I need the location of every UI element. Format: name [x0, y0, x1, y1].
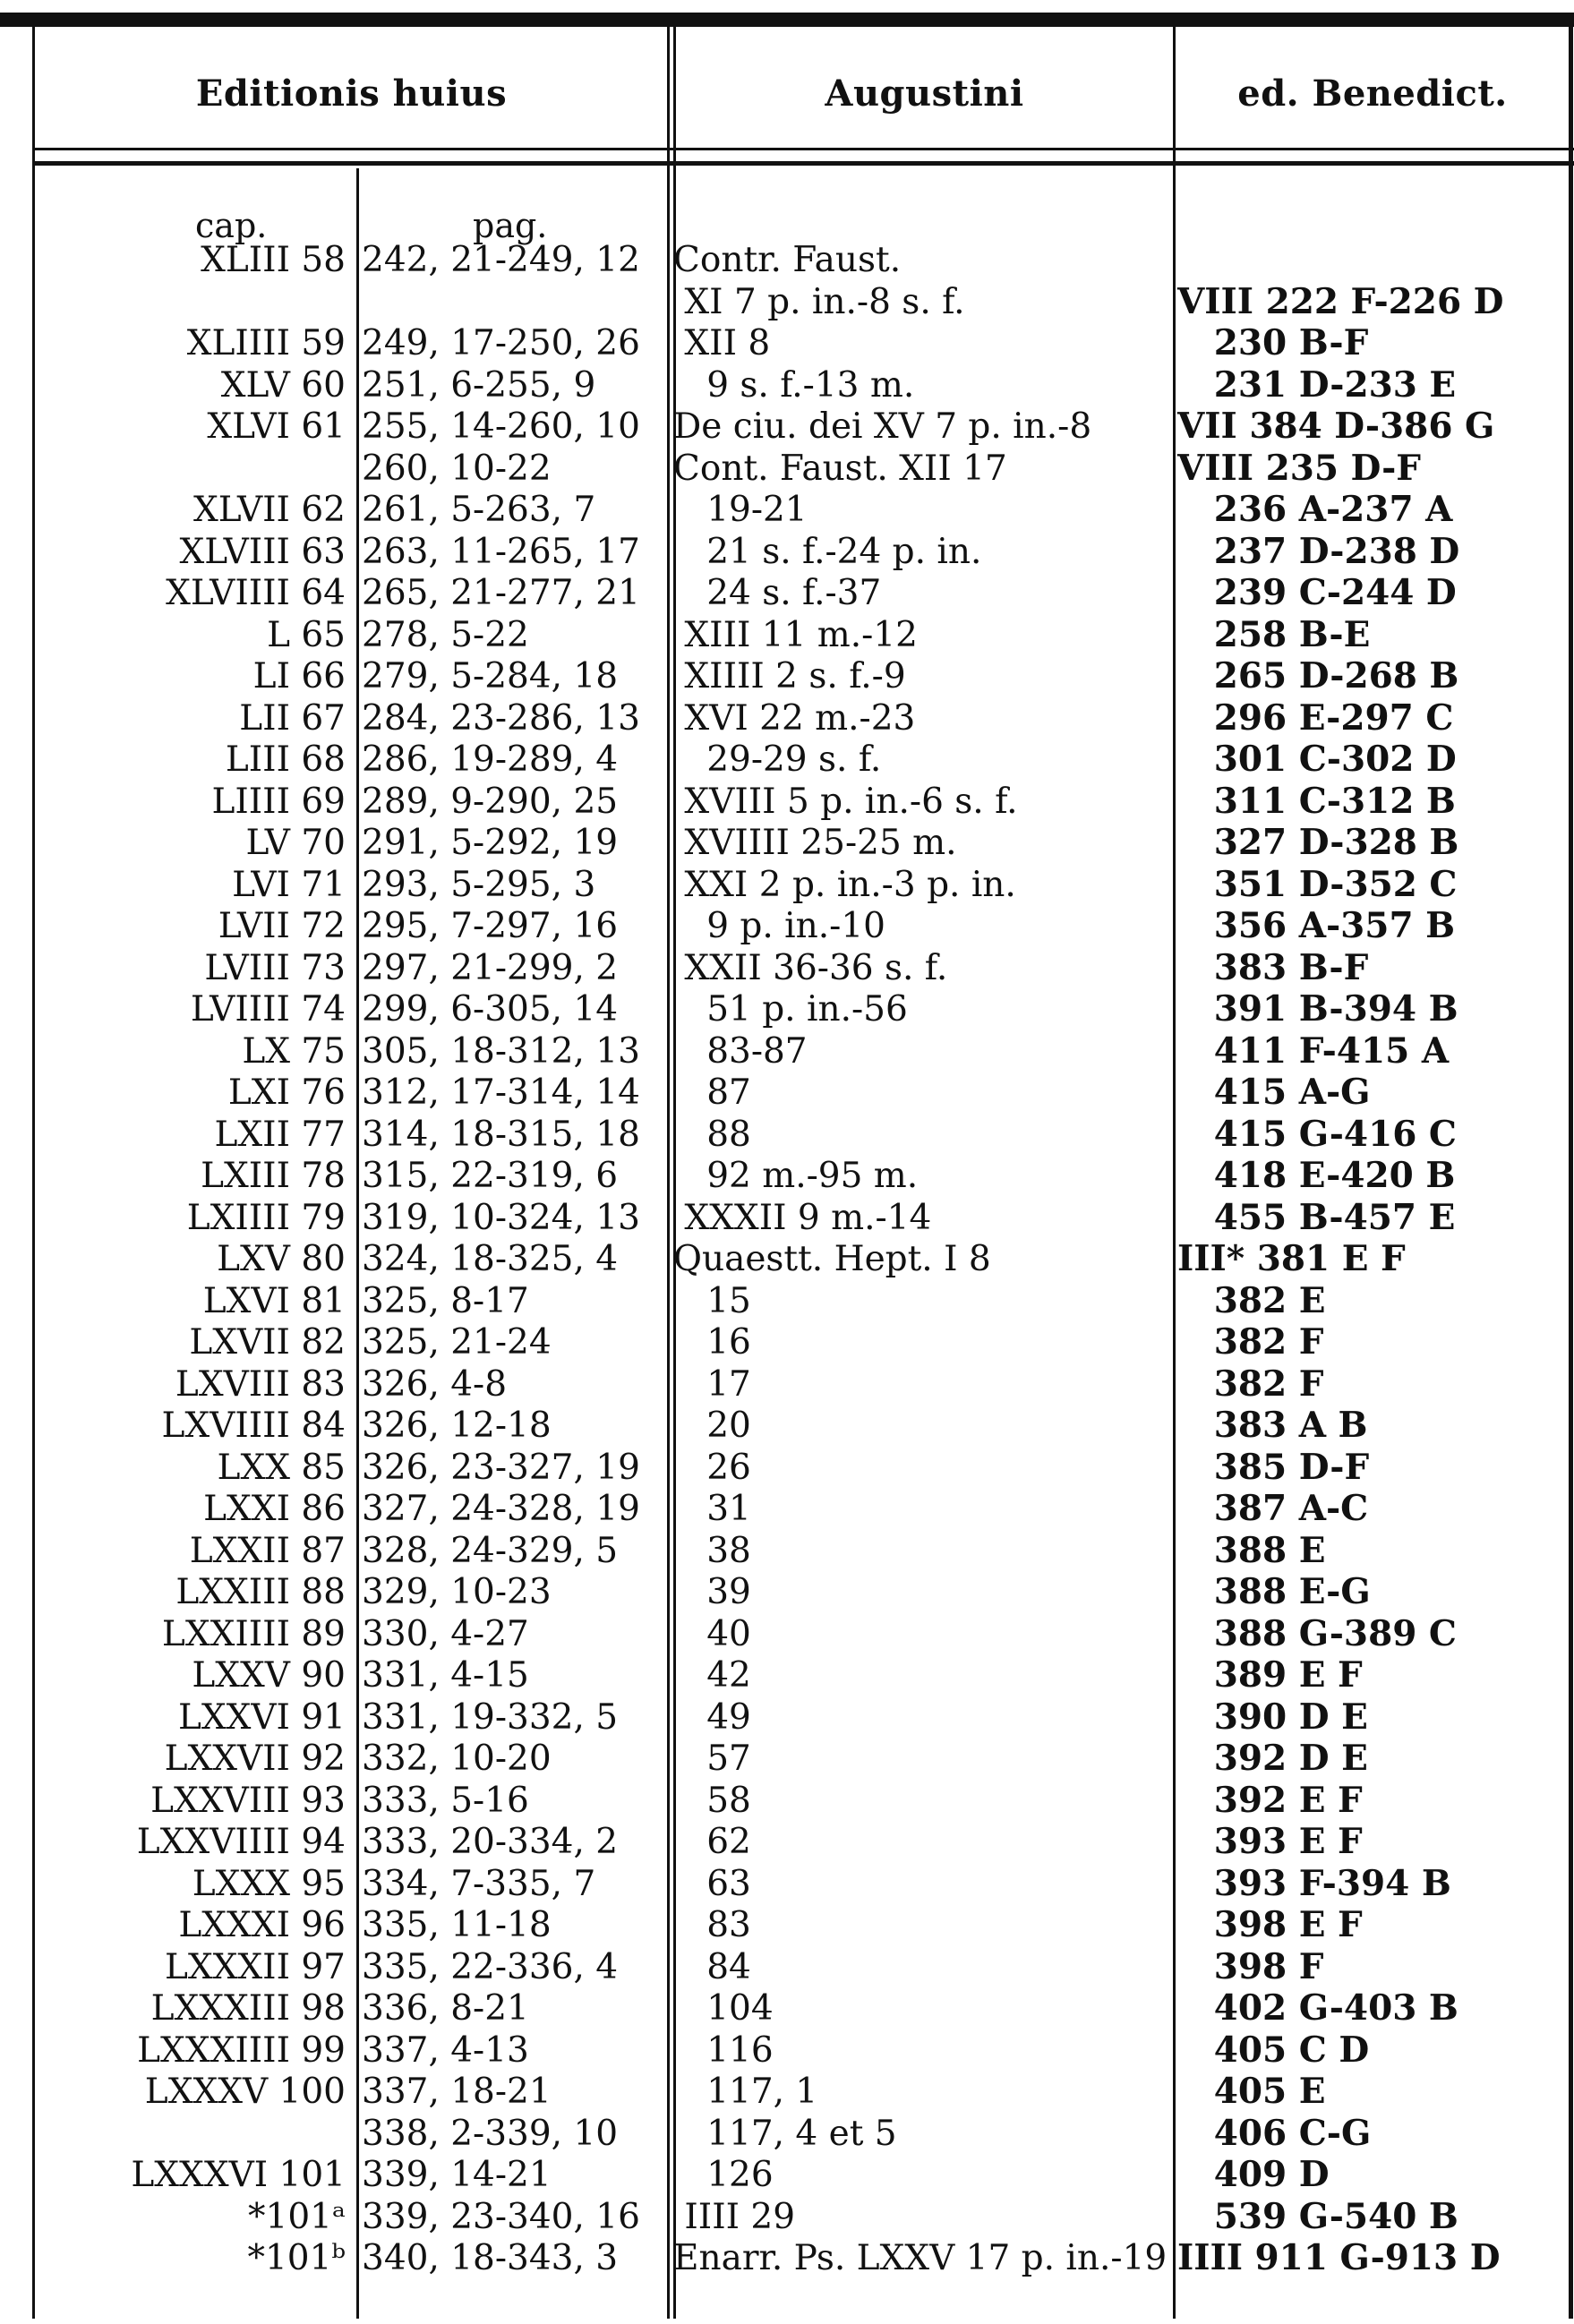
- row-pag: 325, 21-24: [362, 1322, 552, 1363]
- row-cap: LXXII 87: [189, 1530, 346, 1571]
- row-cap: XLVIII 63: [179, 531, 346, 572]
- row-pag: 337, 4-13: [362, 2029, 529, 2071]
- row-augustini: 62: [673, 1822, 751, 1862]
- row-pag: 289, 9-290, 25: [362, 781, 619, 822]
- row-pag: 278, 5-22: [362, 614, 529, 655]
- row-benedict: 258 B-E: [1177, 613, 1371, 655]
- row-pag: 293, 5-295, 3: [362, 864, 596, 905]
- row-pag: 279, 5-284, 18: [362, 656, 619, 696]
- row-cap: LXXVI 91: [177, 1696, 346, 1738]
- row-pag: 284, 23-286, 13: [362, 697, 640, 739]
- row-benedict: 327 D-328 B: [1177, 822, 1459, 863]
- header-rule-bottom: [32, 161, 1574, 166]
- row-pag: 326, 12-18: [362, 1406, 552, 1446]
- row-pag: 328, 24-329, 5: [362, 1530, 619, 1571]
- row-augustini: 21 s. f.-24 p. in.: [673, 531, 982, 572]
- row-benedict: 392 E F: [1177, 1779, 1363, 1821]
- row-cap: LVII 72: [218, 906, 346, 946]
- row-benedict: 385 D-F: [1177, 1446, 1370, 1488]
- row-benedict: 388 E-G: [1177, 1571, 1371, 1612]
- row-augustini: 26: [673, 1447, 751, 1488]
- row-augustini: Enarr. Ps. LXXV 17 p. in.-19: [673, 2238, 1168, 2278]
- row-benedict: 402 G-403 B: [1177, 1987, 1459, 2029]
- row-cap: LXVIII 83: [175, 1363, 346, 1405]
- row-pag: 339, 14-21: [362, 2155, 552, 2195]
- row-benedict: 418 E-420 B: [1177, 1155, 1456, 1196]
- row-pag: 335, 11-18: [362, 1905, 552, 1945]
- row-augustini: XII 8: [673, 323, 771, 363]
- row-augustini: 29-29 s. f.: [673, 739, 882, 780]
- row-pag: 249, 17-250, 26: [362, 323, 640, 363]
- row-augustini: 31: [673, 1489, 751, 1529]
- row-benedict: 296 E-297 C: [1177, 696, 1454, 739]
- row-cap: LXXXVI 101: [131, 2155, 346, 2195]
- row-cap: LIIII 69: [211, 781, 346, 822]
- row-benedict: 455 B-457 E: [1177, 1196, 1456, 1238]
- row-pag: 263, 11-265, 17: [362, 531, 640, 572]
- divider-aug-ben: [1173, 27, 1176, 2319]
- row-benedict: 390 D E: [1177, 1696, 1368, 1738]
- row-cap: XLVI 61: [207, 406, 346, 447]
- row-augustini: 38: [673, 1530, 751, 1571]
- row-augustini: Quaestt. Hept. I 8: [673, 1239, 991, 1279]
- row-augustini: XVIII 5 p. in.-6 s. f.: [673, 781, 1018, 822]
- row-pag: 297, 21-299, 2: [362, 947, 619, 988]
- row-cap: LXXXIII 98: [150, 1988, 346, 2029]
- row-benedict: 388 G-389 C: [1177, 1612, 1457, 1654]
- row-cap: LXXV 90: [192, 1655, 346, 1696]
- row-benedict: 383 A B: [1177, 1405, 1368, 1446]
- row-augustini: XVIIII 25-25 m.: [673, 823, 957, 863]
- row-pag: 327, 24-328, 19: [362, 1489, 640, 1529]
- row-augustini: IIII 29: [673, 2196, 796, 2237]
- row-augustini: XIII 11 m.-12: [673, 614, 918, 655]
- row-pag: 333, 5-16: [362, 1780, 529, 1821]
- row-pag: 291, 5-292, 19: [362, 823, 619, 863]
- row-pag: 315, 22-319, 6: [362, 1156, 619, 1196]
- row-pag: 330, 4-27: [362, 1613, 529, 1654]
- row-pag: 339, 23-340, 16: [362, 2196, 640, 2237]
- row-benedict: 405 C D: [1177, 2029, 1370, 2071]
- row-cap: LXXIII 88: [175, 1572, 346, 1612]
- row-cap: LX 75: [242, 1030, 346, 1072]
- row-augustini: 117, 1: [673, 2072, 818, 2112]
- row-augustini: 42: [673, 1655, 751, 1696]
- header-ed-benedict: ed. Benedict.: [1237, 73, 1508, 115]
- left-border: [32, 27, 35, 2319]
- row-pag: 334, 7-335, 7: [362, 1863, 596, 1904]
- row-pag: 337, 18-21: [362, 2072, 552, 2112]
- row-benedict: 406 C-G: [1177, 2112, 1372, 2154]
- row-augustini: 92 m.-95 m.: [673, 1156, 919, 1196]
- row-benedict: 389 E F: [1177, 1654, 1363, 1696]
- row-benedict: 388 E: [1177, 1529, 1326, 1571]
- row-benedict: 405 E: [1177, 2071, 1326, 2112]
- row-benedict: 237 D-238 D: [1177, 530, 1460, 572]
- header-rule-top: [32, 148, 1574, 150]
- row-cap: LXIII 78: [201, 1156, 346, 1196]
- row-benedict: 351 D-352 C: [1177, 863, 1458, 905]
- row-benedict: 301 C-302 D: [1177, 739, 1457, 780]
- row-cap: *101ᵇ: [247, 2238, 346, 2278]
- row-augustini: 117, 4 et 5: [673, 2113, 897, 2154]
- row-augustini: 24 s. f.-37: [673, 573, 882, 613]
- row-pag: 326, 4-8: [362, 1363, 508, 1405]
- row-benedict: 393 E F: [1177, 1821, 1363, 1862]
- row-augustini: Cont. Faust. XII 17: [673, 448, 1007, 489]
- row-pag: 255, 14-260, 10: [362, 406, 640, 447]
- row-pag: 265, 21-277, 21: [362, 573, 640, 613]
- row-augustini: De ciu. dei XV 7 p. in.-8: [673, 406, 1092, 447]
- row-pag: 319, 10-324, 13: [362, 1197, 640, 1238]
- row-augustini: 16: [673, 1322, 751, 1363]
- header-editionis-huius: Editionis huius: [195, 73, 508, 115]
- row-cap: XLVII 62: [192, 490, 346, 530]
- row-cap: LIII 68: [225, 739, 346, 780]
- row-pag: 251, 6-255, 9: [362, 364, 596, 406]
- row-augustini: 51 p. in.-56: [673, 989, 908, 1030]
- row-pag: 299, 6-305, 14: [362, 989, 619, 1030]
- row-cap: LXXXV 100: [144, 2072, 346, 2112]
- row-benedict: 382 F: [1177, 1321, 1324, 1363]
- row-pag: 312, 17-314, 14: [362, 1072, 640, 1113]
- row-cap: LXIIII 79: [186, 1197, 346, 1238]
- row-augustini: 15: [673, 1280, 751, 1321]
- row-cap: LXXVIII 93: [150, 1780, 346, 1821]
- row-benedict: 383 B-F: [1177, 946, 1369, 988]
- row-pag: 286, 19-289, 4: [362, 739, 619, 780]
- row-pag: 340, 18-343, 3: [362, 2238, 619, 2278]
- row-cap: XLV 60: [220, 364, 346, 406]
- row-cap: XLIII 58: [201, 240, 346, 280]
- row-cap: XLIIII 59: [186, 323, 346, 363]
- row-pag: 333, 20-334, 2: [362, 1822, 619, 1862]
- row-benedict: 392 D E: [1177, 1738, 1368, 1779]
- row-augustini: 20: [673, 1406, 751, 1446]
- row-augustini: XI 7 p. in.-8 s. f.: [673, 281, 965, 322]
- row-cap: LXX 85: [217, 1447, 346, 1488]
- row-cap: [36, 2114, 346, 2154]
- row-benedict: 236 A-237 A: [1177, 489, 1453, 530]
- divider-huius-aug-1: [667, 27, 670, 2319]
- row-cap: LXI 76: [227, 1072, 346, 1113]
- row-cap: LXXI 86: [203, 1489, 346, 1529]
- row-cap: LVI 71: [232, 864, 346, 905]
- row-pag: 314, 18-315, 18: [362, 1114, 640, 1155]
- row-pag: 335, 22-336, 4: [362, 1946, 619, 1987]
- row-cap: LXVIIII 84: [161, 1406, 346, 1446]
- row-cap: [36, 282, 346, 322]
- row-benedict: 387 A-C: [1177, 1488, 1369, 1529]
- row-benedict: 415 G-416 C: [1177, 1113, 1457, 1155]
- row-benedict: VIII 235 D-F: [1177, 447, 1421, 489]
- row-augustini: 104: [673, 1988, 774, 2029]
- row-augustini: 40: [673, 1613, 751, 1654]
- row-benedict: 411 F-415 A: [1177, 1030, 1450, 1072]
- row-benedict: 409 D: [1177, 2154, 1330, 2195]
- row-benedict: 356 A-357 B: [1177, 905, 1456, 946]
- header-augustini: Augustini: [825, 73, 1024, 115]
- row-augustini: 57: [673, 1739, 751, 1779]
- row-cap: LI 66: [252, 656, 346, 696]
- row-benedict: VII 384 D-386 G: [1177, 406, 1495, 447]
- row-benedict: 382 F: [1177, 1363, 1324, 1405]
- row-benedict: [1177, 240, 1571, 280]
- row-pag: 332, 10-20: [362, 1739, 552, 1779]
- row-cap: LVIIII 74: [190, 989, 346, 1030]
- row-pag: 331, 4-15: [362, 1655, 529, 1696]
- row-augustini: 17: [673, 1363, 751, 1405]
- row-benedict: 398 E F: [1177, 1904, 1363, 1945]
- row-benedict: IIII 911 G-913 D: [1177, 2237, 1501, 2278]
- row-pag: 325, 8-17: [362, 1280, 529, 1321]
- row-augustini: 49: [673, 1696, 751, 1738]
- row-benedict: 391 B-394 B: [1177, 988, 1459, 1030]
- row-cap: L 65: [267, 614, 346, 655]
- row-cap: LXXIIII 89: [161, 1613, 346, 1654]
- row-augustini: XIIII 2 s. f.-9: [673, 656, 906, 696]
- row-pag: 261, 5-263, 7: [362, 490, 596, 530]
- row-benedict: 231 D-233 E: [1177, 363, 1457, 406]
- row-cap: [36, 449, 346, 489]
- row-augustini: 87: [673, 1072, 751, 1113]
- row-augustini: 83: [673, 1905, 751, 1945]
- row-pag: 242, 21-249, 12: [362, 240, 640, 280]
- row-augustini: 88: [673, 1114, 751, 1155]
- row-augustini: 84: [673, 1946, 751, 1987]
- row-augustini: 9 p. in.-10: [673, 906, 885, 946]
- row-augustini: XVI 22 m.-23: [673, 697, 916, 739]
- row-pag: 329, 10-23: [362, 1572, 552, 1612]
- row-pag: 338, 2-339, 10: [362, 2113, 619, 2154]
- row-augustini: 83-87: [673, 1030, 808, 1072]
- row-cap: LII 67: [239, 697, 346, 739]
- row-pag: 295, 7-297, 16: [362, 906, 619, 946]
- subheader-pag: pag.: [473, 206, 548, 245]
- row-augustini: 58: [673, 1780, 751, 1821]
- row-benedict: 230 B-F: [1177, 322, 1369, 363]
- row-pag: 324, 18-325, 4: [362, 1239, 619, 1279]
- row-augustini: Contr. Faust.: [673, 240, 902, 280]
- row-augustini: 19-21: [673, 490, 808, 530]
- row-cap: XLVIIII 64: [166, 573, 346, 613]
- row-cap: *101ᵃ: [248, 2196, 346, 2237]
- row-pag: 326, 23-327, 19: [362, 1447, 640, 1488]
- row-cap: LXXXIIII 99: [137, 2029, 346, 2071]
- row-benedict: 239 C-244 D: [1177, 572, 1457, 613]
- row-benedict: III* 381 E F: [1177, 1238, 1406, 1279]
- row-cap: LV 70: [245, 823, 346, 863]
- row-cap: LXXVIIII 94: [136, 1822, 346, 1862]
- row-benedict: VIII 222 F-226 D: [1177, 280, 1504, 322]
- row-benedict: 393 F-394 B: [1177, 1862, 1451, 1904]
- row-benedict: 311 C-312 B: [1177, 780, 1456, 822]
- row-cap: LVIII 73: [204, 947, 346, 988]
- row-pag: 260, 10-22: [362, 448, 552, 489]
- row-cap: LXVII 82: [189, 1322, 346, 1363]
- top-rule: [0, 13, 1574, 27]
- row-augustini: XXII 36-36 s. f.: [673, 947, 948, 988]
- row-cap: LXXXI 96: [178, 1905, 346, 1945]
- row-pag: 336, 8-21: [362, 1988, 529, 2029]
- row-benedict: 382 E: [1177, 1279, 1326, 1321]
- divider-cap-pag: [356, 168, 359, 2319]
- subheader-cap: cap.: [195, 206, 268, 245]
- row-augustini: 39: [673, 1572, 751, 1612]
- row-cap: LXXX 95: [192, 1863, 346, 1904]
- row-augustini: 126: [673, 2155, 774, 2195]
- row-benedict: 265 D-268 B: [1177, 655, 1459, 696]
- row-cap: LXXXII 97: [164, 1946, 346, 1987]
- row-benedict: 398 F: [1177, 1945, 1324, 1987]
- row-cap: LXXVII 92: [164, 1739, 346, 1779]
- row-benedict: 415 A-G: [1177, 1072, 1371, 1113]
- row-augustini: XXXII 9 m.-14: [673, 1197, 932, 1238]
- row-cap: LXVI 81: [202, 1280, 346, 1321]
- row-augustini: XXI 2 p. in.-3 p. in.: [673, 864, 1016, 905]
- row-augustini: 63: [673, 1863, 751, 1904]
- row-benedict: 539 G-540 B: [1177, 2195, 1459, 2237]
- row-augustini: 116: [673, 2029, 774, 2071]
- row-pag: 331, 19-332, 5: [362, 1696, 619, 1738]
- row-augustini: 9 s. f.-13 m.: [673, 364, 915, 406]
- row-pag: 305, 18-312, 13: [362, 1030, 640, 1072]
- row-pag: [362, 282, 666, 322]
- row-cap: LXII 77: [214, 1114, 346, 1155]
- row-cap: LXV 80: [217, 1239, 346, 1279]
